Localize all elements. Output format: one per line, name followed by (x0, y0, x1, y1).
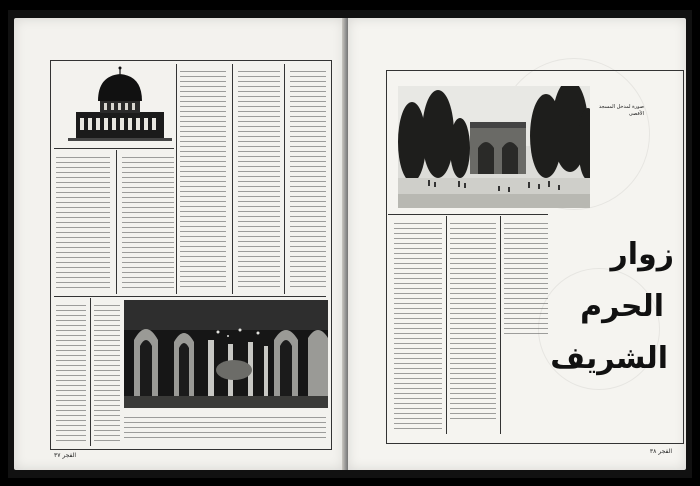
haram-courtyard-gate-icon (398, 86, 590, 208)
photo-caption: صورة لمدخل المسجد الأقصى (598, 104, 644, 117)
title-line-3: الشريف (550, 341, 668, 376)
title-line-2: الحرم (580, 289, 664, 324)
text-column (122, 154, 174, 290)
text-column (56, 302, 86, 442)
text-column (56, 154, 110, 290)
column-rule (90, 298, 91, 446)
column-rule (176, 64, 177, 294)
column-rule (284, 64, 285, 294)
text-column (124, 414, 326, 442)
title-line-1: زوار (610, 237, 674, 272)
text-column (238, 68, 280, 290)
left-folio: الفجر ٣٧ (54, 452, 77, 459)
divider (388, 214, 548, 215)
text-column (504, 220, 548, 338)
divider (54, 148, 174, 149)
mosque-interior-arches-icon (124, 300, 328, 408)
text-column (94, 302, 120, 442)
column-rule (446, 216, 447, 434)
magazine-spread (8, 10, 692, 478)
text-column (450, 220, 496, 420)
dome-illustration (68, 66, 172, 144)
text-column (180, 68, 226, 290)
courtyard-photo (398, 86, 590, 208)
column-rule (116, 150, 117, 294)
right-page (348, 18, 686, 470)
right-folio: الفجر ٣٨ (649, 448, 672, 455)
article-title (550, 237, 674, 390)
column-rule (500, 216, 501, 434)
dome-of-the-rock-icon (68, 66, 172, 144)
column-rule (232, 64, 233, 294)
divider (54, 296, 326, 297)
interior-photo (124, 300, 328, 408)
text-column (394, 220, 442, 430)
left-page (14, 18, 344, 470)
text-column (290, 68, 326, 290)
